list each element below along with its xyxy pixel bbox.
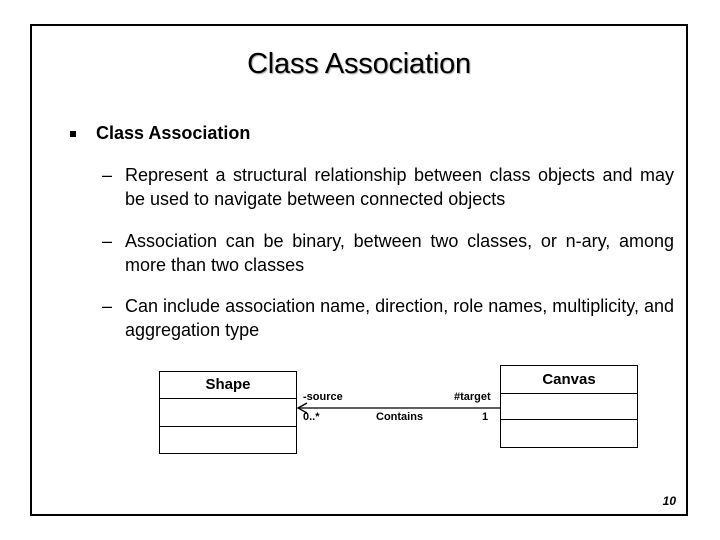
sub-point-1 (102, 163, 674, 211)
dash-marker: – (102, 165, 113, 185)
uml-class-canvas (500, 365, 638, 448)
operations-compartment (501, 420, 637, 446)
uml-class-shape (159, 371, 297, 454)
sub-point-3 (102, 294, 674, 342)
dash-marker: – (102, 231, 113, 251)
main-bullet-text: Class Association (96, 123, 251, 143)
class-name: Canvas (501, 366, 637, 394)
association-name-label: Contains (376, 411, 424, 423)
source-role-label: -source (303, 391, 343, 403)
dash-marker: – (102, 296, 113, 316)
main-bullet (70, 123, 250, 144)
source-multiplicity-label: 0..* (303, 411, 320, 423)
target-multiplicity-label: 1 (482, 411, 489, 423)
operations-compartment (160, 427, 296, 455)
page-number: 10 (662, 494, 676, 508)
sub-point-text: Represent a structural relationship between class objects and may be used to navigate between connected objects (125, 165, 674, 209)
attributes-compartment (160, 399, 296, 427)
sub-point-2 (102, 229, 674, 277)
sub-point-text: Association can be binary, between two classes, or n-ary, among more than two classes (125, 231, 674, 275)
attributes-compartment (501, 394, 637, 420)
target-role-label: #target (454, 391, 491, 403)
square-bullet-icon (70, 131, 76, 137)
class-name: Shape (160, 372, 296, 399)
sub-point-text: Can include association name, direction, role names, multiplicity, and aggregation type (125, 296, 674, 340)
slide-title: Class Association (247, 48, 471, 80)
slide (30, 24, 688, 516)
